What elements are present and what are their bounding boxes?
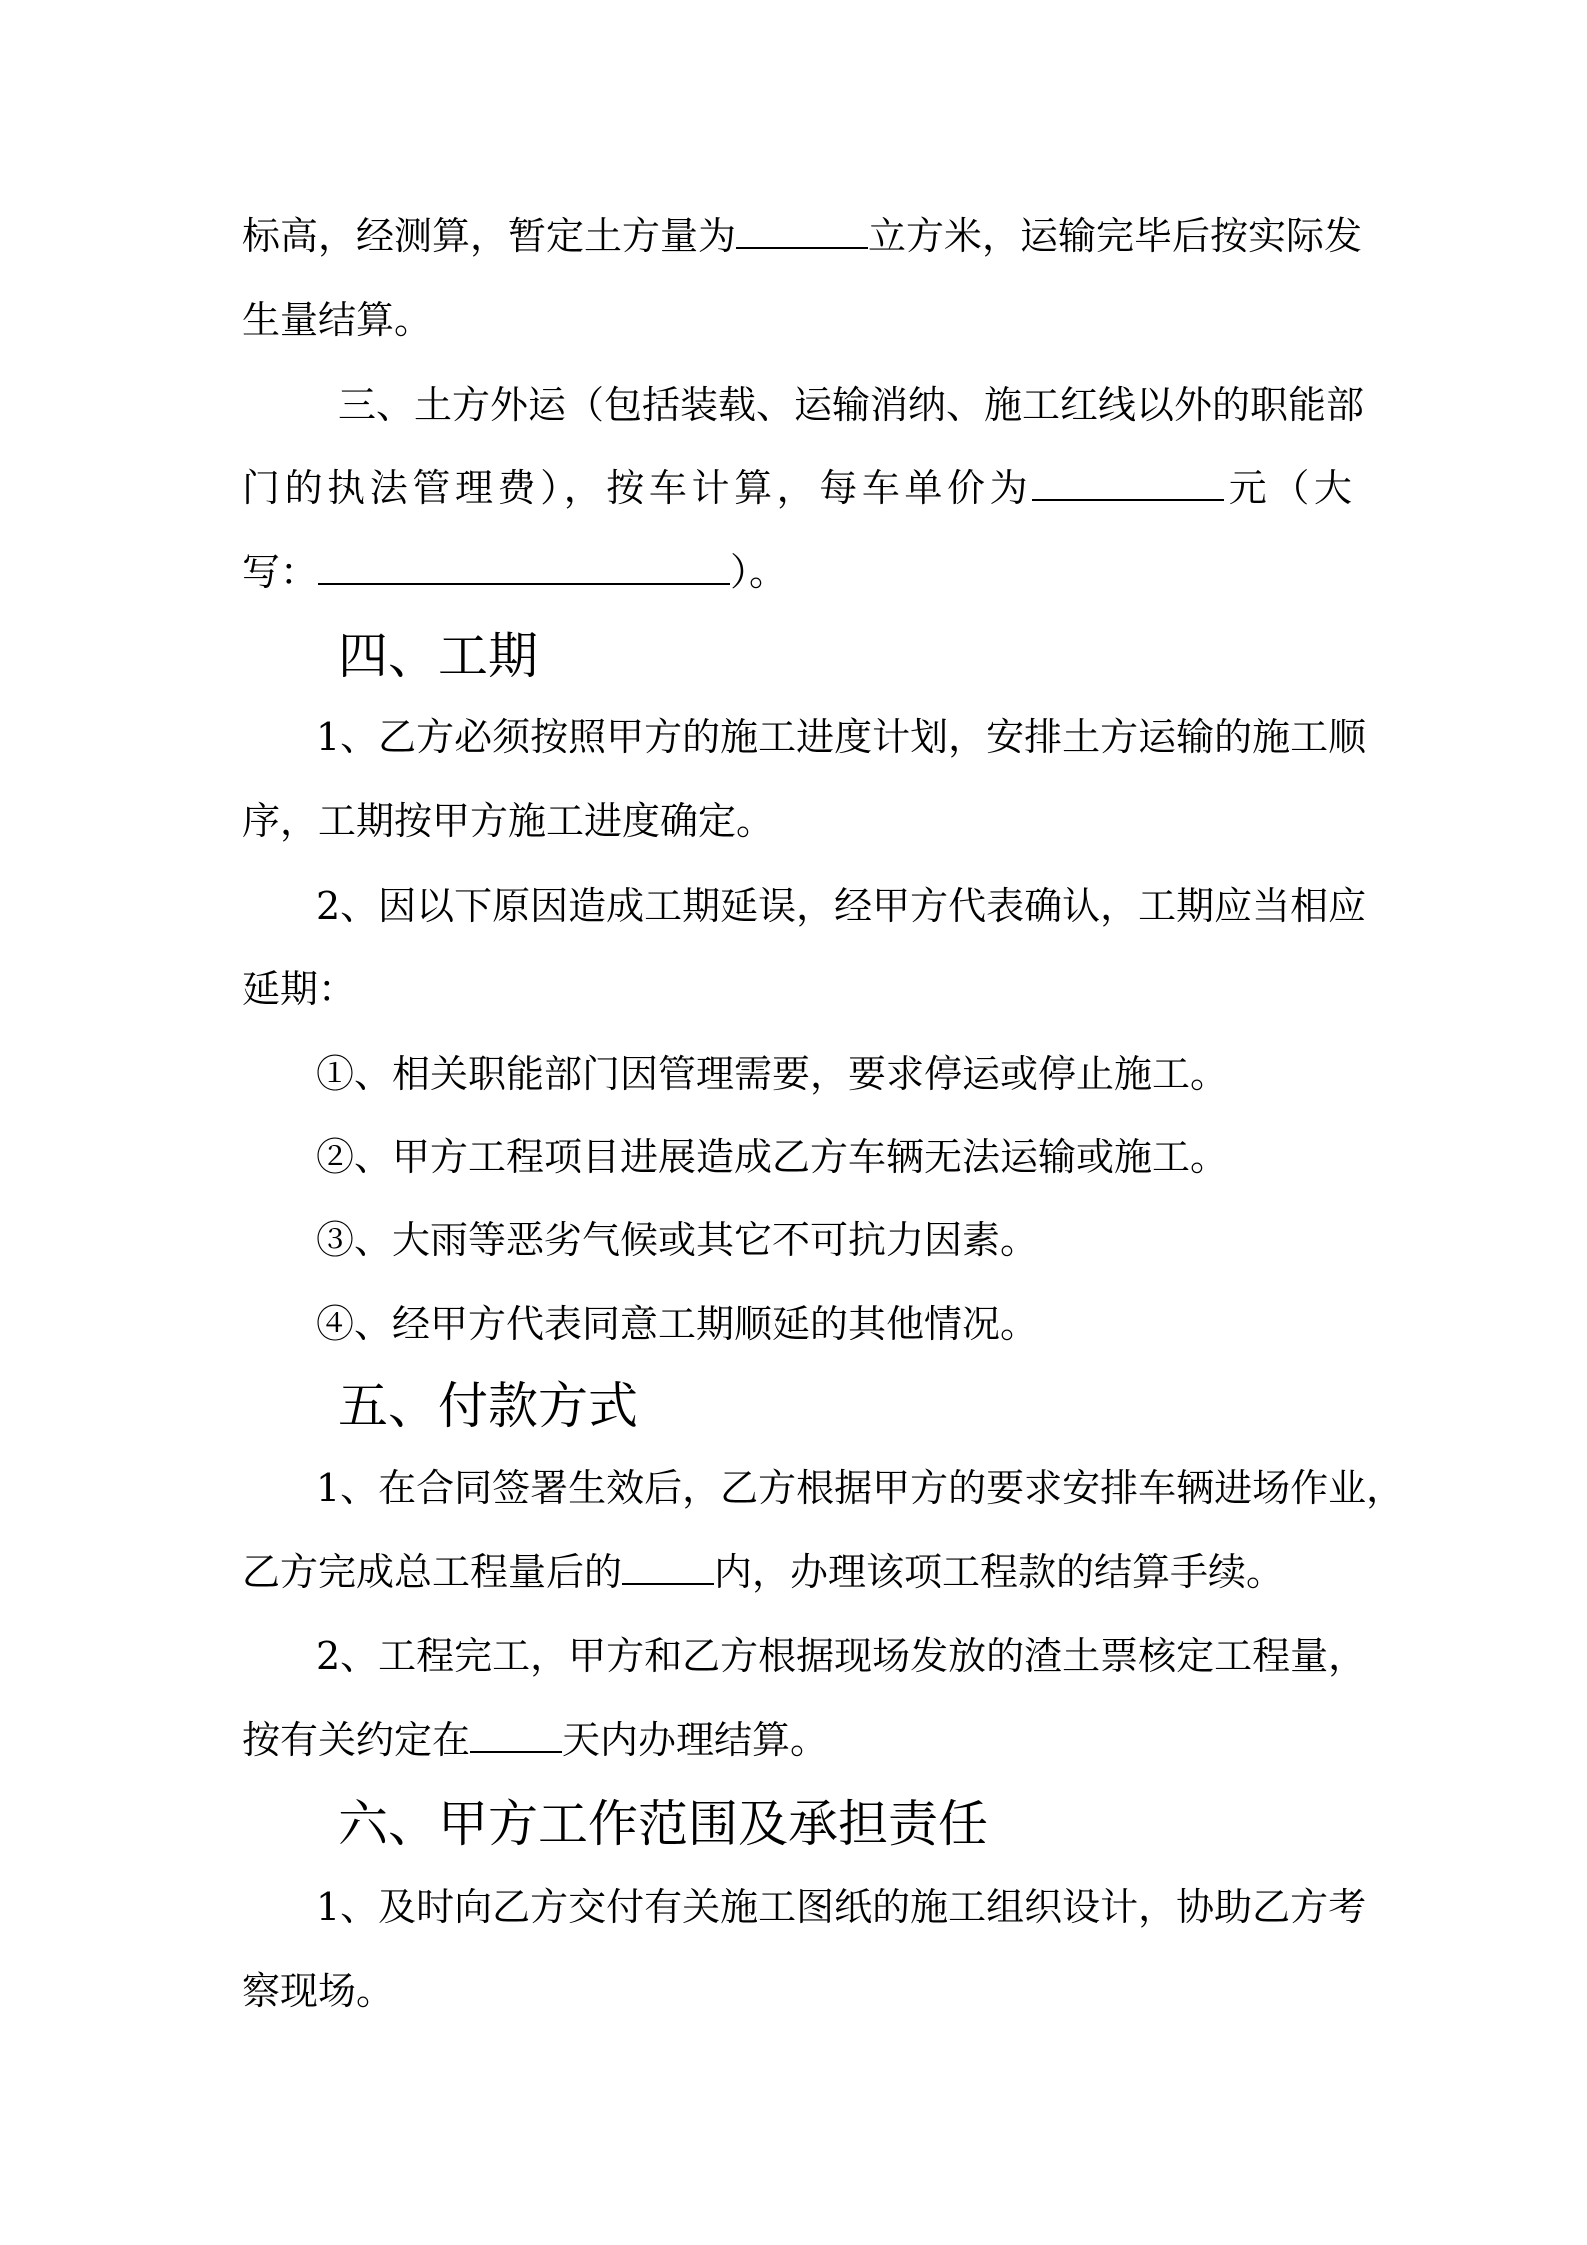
paragraph-line: 1、乙方必须按照甲方的施工进度计划，安排土方运输的施工顺 [316,715,1367,759]
section-heading: 六、甲方工作范围及承担责任 [338,1795,988,1853]
fill-blank-days [470,1717,562,1753]
paragraph-line: 生量结算。 [242,298,433,342]
paragraph-line: 延期： [242,967,357,1011]
paragraph-line: 三、土方外运（包括装载、运输消纳、施工红线以外的职能部 [338,383,1365,427]
text: 按有关约定在 [242,1718,471,1762]
paragraph-line: 1、在合同签署生效后，乙方根据甲方的要求安排车辆进场作业， [316,1466,1405,1510]
text: 写： [242,550,319,594]
text: 立方米，运输完毕后按实际发 [868,214,1363,258]
section-heading: 四、工期 [338,627,538,685]
paragraph-line: 察现场。 [242,1969,395,2013]
text: 乙方完成总工程量后的 [242,1550,623,1594]
list-item: ①、相关职能部门因管理需要，要求停运或停止施工。 [316,1052,1229,1096]
list-item: ④、经甲方代表同意工期顺延的其他情况。 [316,1302,1039,1346]
section-heading: 五、付款方式 [338,1377,638,1435]
fill-blank-volume [736,213,868,249]
paragraph-line [242,1714,1352,1766]
paragraph-line [242,462,1352,514]
paragraph-line [242,1546,1352,1598]
text: 标高，经测算，暂定土方量为 [242,214,737,258]
text: 元（大 [1224,466,1352,510]
text: 天内办理结算。 [562,1718,829,1762]
text: 内，办理该项工程款的结算手续。 [714,1550,1285,1594]
list-item: ③、大雨等恶劣气候或其它不可抗力因素。 [316,1218,1039,1262]
paragraph-line: 1、及时向乙方交付有关施工图纸的施工组织设计，协助乙方考 [316,1885,1367,1929]
fill-blank-period [622,1549,714,1585]
paragraph-line: 2、工程完工，甲方和乙方根据现场发放的渣土票核定工程量， [316,1634,1367,1678]
paragraph-line: 2、因以下原因造成工期延误，经甲方代表确认，工期应当相应 [316,884,1367,928]
text: 门的执法管理费），按车计算，每车单价为 [242,466,1033,510]
paragraph-line [242,546,1352,598]
paragraph-line [242,210,1363,262]
list-item: ②、甲方工程项目进展造成乙方车辆无法运输或施工。 [316,1135,1229,1179]
text: ）。 [730,550,788,594]
fill-blank-unit-price [1032,465,1224,501]
paragraph-line: 序，工期按甲方施工进度确定。 [242,799,775,843]
fill-blank-amount-in-words [318,549,730,585]
